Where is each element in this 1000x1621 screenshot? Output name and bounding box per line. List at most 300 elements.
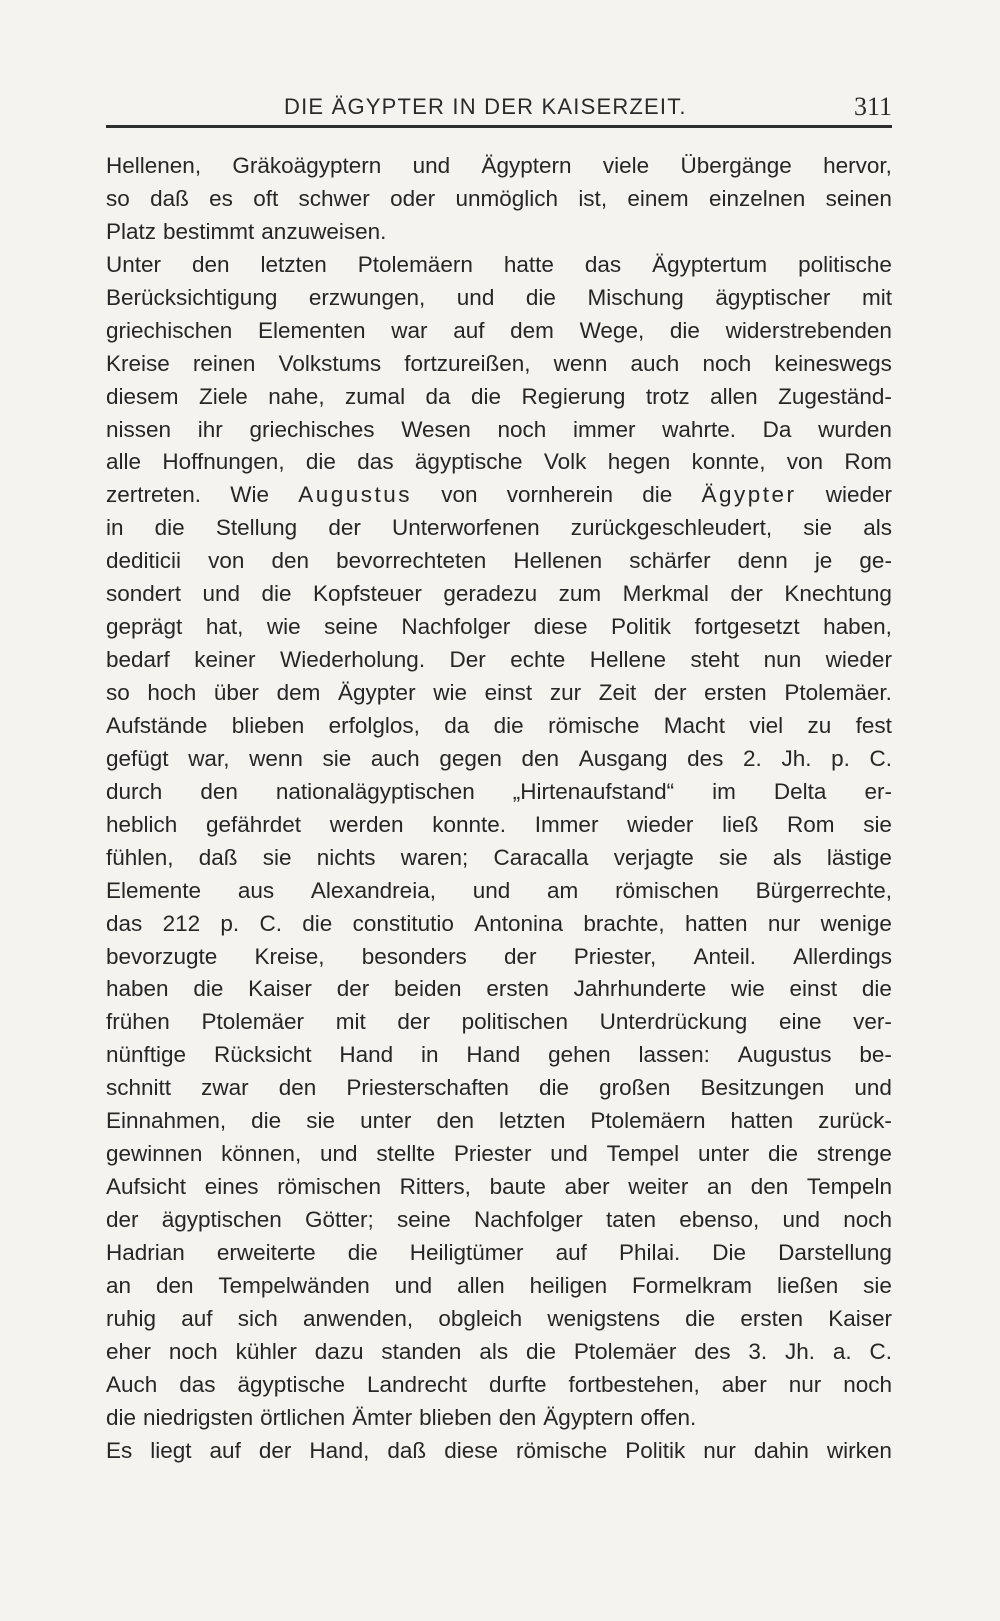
word: Augustus (737, 1042, 832, 1068)
text-line (106, 1237, 892, 1270)
word: Hoffnungen, (162, 449, 285, 475)
text-line (106, 875, 892, 908)
text-line (106, 414, 892, 447)
text-line (106, 1105, 892, 1138)
running-head: DIE ÄGYPTER IN DER KAISERZEIT. (284, 94, 687, 119)
word: C. (869, 1338, 892, 1364)
word: keineswegs (774, 350, 892, 376)
word: widerstrebenden (725, 317, 892, 343)
word: im (712, 778, 736, 804)
word: gegen (439, 745, 502, 771)
word: Rom (787, 811, 835, 837)
word: Ptolemäer (573, 1338, 677, 1364)
word: zu (807, 712, 832, 738)
word: Darstellung (778, 1239, 892, 1265)
word: Da (762, 416, 792, 442)
word: Nachfolger (473, 1207, 583, 1232)
word: Kreise (106, 350, 170, 376)
word: konnte. (432, 811, 507, 837)
word: zurückgeschleudert, (570, 515, 773, 541)
word: einst (789, 976, 838, 1002)
word: der (730, 581, 763, 607)
word: 2. (743, 745, 762, 771)
word: zwar (201, 1075, 249, 1101)
word: Es (106, 1437, 133, 1463)
word: Hand, (309, 1437, 370, 1463)
word: Ägyptern (481, 153, 572, 178)
word: nünftige (106, 1042, 187, 1068)
text-line (106, 249, 892, 282)
word: dediticii (106, 548, 182, 574)
text-line (106, 479, 892, 512)
word: ägyptische (414, 449, 523, 475)
text-line (106, 1435, 892, 1468)
word: Wie (230, 482, 269, 508)
word: der (397, 1009, 430, 1035)
word: Priester, (573, 943, 657, 969)
word: sich (237, 1305, 278, 1331)
word: an (707, 1174, 733, 1200)
word: noch (843, 1371, 892, 1397)
word: die (685, 1305, 716, 1331)
text-line (106, 1171, 892, 1204)
word: denn (737, 548, 788, 574)
word: Allerdings (793, 943, 892, 969)
word: einst (484, 680, 533, 705)
word: erfolglos, (328, 712, 420, 738)
word: Hadrian (106, 1239, 185, 1265)
word: von (441, 482, 478, 508)
word: oft (253, 185, 279, 211)
word: großen (599, 1075, 671, 1101)
word: bevorzugte (106, 943, 218, 969)
word: als (479, 1338, 509, 1364)
word: Zugeständ- (778, 383, 892, 409)
word: stellte (376, 1141, 436, 1167)
word: diese (444, 1437, 498, 1463)
word: Anteil. (693, 943, 756, 969)
word: Die (712, 1239, 747, 1265)
word: die (154, 515, 185, 541)
word: auf (555, 1239, 587, 1265)
word: über (213, 680, 259, 705)
word: beiden (393, 976, 462, 1002)
word: nur (767, 910, 801, 936)
word: fortzureißen, (404, 350, 531, 376)
word: den (155, 1272, 194, 1298)
word: und (412, 153, 451, 178)
word: die (525, 1338, 556, 1364)
word: ersten (704, 680, 767, 705)
word: es (209, 185, 233, 211)
word: sie (322, 745, 352, 771)
text-line (106, 315, 892, 348)
page-number: 311 (853, 92, 892, 121)
word: Jh. (781, 745, 812, 771)
word: politischen (461, 1009, 568, 1035)
word: zum (558, 581, 602, 607)
text-line (106, 1204, 892, 1237)
word: Landrecht (366, 1371, 468, 1397)
word: als (863, 515, 892, 541)
word: Aufsicht (106, 1174, 187, 1200)
word: Alexandreia, (310, 877, 436, 903)
word: einzelnen (708, 185, 806, 211)
word: die (251, 1108, 282, 1134)
word: nissen (106, 416, 172, 442)
word: griechisches (249, 416, 375, 442)
word: Hellene (589, 647, 667, 673)
word: nur (703, 1437, 736, 1463)
word: Kaiser (248, 976, 312, 1002)
word: viel (749, 712, 784, 738)
word: so (106, 185, 130, 211)
word: Priester (453, 1141, 532, 1167)
word: verjagte (613, 844, 694, 870)
word: vornherein (506, 482, 614, 508)
word: seine (324, 614, 378, 640)
word: das (106, 910, 143, 936)
word: Aufstände (106, 712, 208, 738)
word: daß (150, 185, 189, 211)
word: die (305, 449, 336, 475)
word: wie (731, 976, 765, 1002)
word: fortbestehen, (568, 1371, 700, 1397)
word: Kreise, (254, 943, 325, 969)
word: Regierung (521, 383, 626, 409)
body-text (106, 150, 892, 1468)
word: trotz (645, 383, 690, 409)
word: Ziele (199, 383, 248, 409)
word: 212 (162, 910, 201, 936)
word: das (179, 1371, 216, 1397)
word: sie (863, 811, 892, 837)
word: hatte (503, 251, 554, 277)
word: „Hirtenaufstand“ (512, 778, 675, 804)
word: fest (855, 712, 892, 738)
word: erzwungen, (308, 284, 426, 310)
word: constitutio (352, 910, 454, 936)
word: letzten (260, 251, 327, 277)
word: Wiederholung. (279, 647, 426, 673)
word: erweiterte (216, 1239, 316, 1265)
word: allen (457, 1272, 505, 1298)
text-line (106, 1402, 892, 1435)
word: Kopfsteuer (313, 581, 422, 607)
word: noch (168, 1338, 218, 1364)
word: offen. (640, 1404, 697, 1430)
word: den (750, 1174, 789, 1200)
word: Zeit (598, 680, 637, 705)
word: hatten (730, 1108, 794, 1134)
word: ägyptischen (161, 1207, 282, 1232)
word: ebenso, (679, 1207, 760, 1232)
word: der (504, 943, 537, 969)
word: wie (266, 614, 301, 640)
word: reinen (192, 350, 256, 376)
word: Gräkoägyptern (232, 153, 382, 178)
word: die (861, 976, 892, 1002)
word: Volkstums (278, 350, 382, 376)
word: den (271, 548, 310, 574)
word: sie (718, 844, 748, 870)
word: die (669, 317, 700, 343)
word: die (471, 383, 502, 409)
word: Jh. (785, 1338, 816, 1364)
word: Einnahmen, (106, 1108, 227, 1134)
word: Augustus (298, 482, 413, 508)
word: so (106, 680, 130, 705)
word: mit (335, 1009, 366, 1035)
word: wirken (826, 1437, 892, 1463)
text-line (106, 578, 892, 611)
word: ist, (578, 185, 608, 211)
word: und (320, 1141, 358, 1167)
word: griechischen (106, 317, 233, 343)
text-line (106, 1138, 892, 1171)
word: Priesterschaften (346, 1075, 509, 1101)
text-line (106, 348, 892, 381)
word: da (425, 383, 451, 409)
word: C. (259, 910, 282, 936)
word: Rom (844, 449, 892, 475)
word: konnte, (691, 449, 766, 475)
text-line (106, 973, 892, 1006)
word: sondert (106, 581, 182, 607)
text-line (106, 1072, 892, 1105)
word: ersten (740, 1305, 803, 1331)
word: gehen (548, 1042, 611, 1068)
text-line (106, 710, 892, 743)
word: Unter (106, 251, 162, 277)
word: durfte (488, 1371, 547, 1397)
word: Politik (611, 614, 672, 640)
word: baute (489, 1174, 546, 1200)
word: dem (276, 680, 321, 705)
word: Elemente (106, 877, 202, 903)
word: auch (370, 745, 420, 771)
word: strenge (816, 1141, 892, 1167)
text-line (106, 743, 892, 776)
word: die (525, 284, 556, 310)
word: daß (387, 1437, 427, 1463)
word: haben (106, 976, 169, 1002)
word: letzten (499, 1108, 566, 1134)
text-line (106, 512, 892, 545)
word: örtlichen (260, 1404, 346, 1430)
word: dem (510, 317, 554, 343)
word: hat, (205, 614, 244, 640)
text-line (106, 545, 892, 578)
word: war, (188, 745, 230, 771)
word: die (106, 1404, 137, 1430)
word: keiner (194, 647, 256, 673)
word: gefährdet (205, 811, 302, 837)
word: hatten (684, 910, 748, 936)
word: ihr (197, 416, 223, 442)
word: heblich (106, 811, 178, 837)
word: geprägt (106, 614, 183, 640)
word: und (394, 1272, 433, 1298)
word: besonders (361, 943, 467, 969)
text-line (106, 446, 892, 479)
word: blieben (231, 712, 305, 738)
word: den (200, 778, 238, 804)
word: taten (605, 1207, 656, 1232)
word: blieben (419, 1404, 492, 1430)
word: wurden (818, 416, 892, 442)
word: lästige (826, 844, 892, 870)
word: zumal (345, 383, 406, 409)
text-line (106, 1006, 892, 1039)
word: den (192, 251, 230, 277)
word: römischen (277, 1174, 381, 1200)
word: den (498, 1404, 537, 1430)
word: er- (864, 778, 892, 804)
word: Unterworfenen (392, 515, 540, 541)
word: des (687, 745, 724, 771)
word: fortgesetzt (694, 614, 800, 640)
word: ließ (722, 811, 759, 837)
word: einem (627, 185, 689, 211)
word: diese (533, 614, 588, 640)
word: der (328, 515, 361, 541)
word: Götter; (305, 1207, 374, 1232)
word: wieder (825, 482, 892, 508)
word: zertreten. (106, 482, 202, 508)
word: und (854, 1075, 892, 1101)
word: sie (262, 844, 292, 870)
word: mit (861, 284, 892, 310)
word: Rücksicht (213, 1042, 312, 1068)
word: bestimmt (163, 218, 255, 244)
word: Ägypter (701, 482, 797, 508)
word: war (391, 317, 428, 343)
word: sie (306, 1108, 336, 1134)
word: schnitt (106, 1075, 172, 1101)
word: Ausgang (578, 745, 668, 771)
word: und (550, 1141, 588, 1167)
word: lassen: (638, 1042, 710, 1068)
text-line (106, 842, 892, 875)
word: hervor, (823, 153, 892, 178)
word: Jahrhunderte (573, 976, 707, 1002)
word: alle (106, 449, 142, 475)
text-line (106, 381, 892, 414)
word: dahin (753, 1437, 809, 1463)
word: a. (832, 1338, 852, 1364)
word: schwer (298, 185, 370, 211)
word: Tempeln (806, 1174, 892, 1200)
word: obgleich (438, 1305, 523, 1331)
word: 3. (748, 1338, 768, 1364)
word: oder (390, 185, 436, 211)
header-rule (106, 125, 892, 128)
word: ersten (486, 976, 549, 1002)
word: fühlen, (106, 844, 174, 870)
word: die (538, 1075, 570, 1101)
word: an (106, 1272, 132, 1298)
word: Immer (534, 811, 599, 837)
word: Delta (773, 778, 827, 804)
word: eher (106, 1338, 152, 1364)
word: bevorrechteten (336, 548, 487, 574)
text-line (106, 183, 892, 216)
word: waren; (400, 844, 469, 870)
word: Volk (543, 449, 587, 475)
word: allen (710, 383, 758, 409)
word: sie (803, 515, 833, 541)
text-line (106, 150, 892, 183)
word: der (653, 680, 687, 705)
text-line (106, 1336, 892, 1369)
word: Knechtung (784, 581, 892, 607)
word: weiter (628, 1174, 689, 1200)
word: Ptolemäern (357, 251, 473, 277)
word: Der (449, 647, 486, 673)
word: da (444, 712, 470, 738)
text-line (106, 216, 892, 249)
word: unter (360, 1108, 412, 1134)
word: Hellenen, (106, 153, 202, 178)
word: von (786, 449, 824, 475)
word: römische (515, 1437, 608, 1463)
word: Wege, (579, 317, 645, 343)
page-header (106, 86, 892, 126)
word: hegen (607, 449, 671, 475)
word: ägyptischer (715, 284, 831, 310)
word: unter (697, 1141, 750, 1167)
word: Hellenen (513, 548, 603, 574)
word: Mischung (587, 284, 684, 310)
word: Heiligtümer (409, 1239, 524, 1265)
word: den (278, 1075, 317, 1101)
word: noch (497, 416, 547, 442)
word: noch (843, 1207, 892, 1232)
text-line (106, 1369, 892, 1402)
word: haben, (823, 614, 892, 640)
word: Hand (339, 1042, 394, 1068)
word: wie (433, 680, 467, 705)
word: kühler (235, 1338, 297, 1364)
text-line (106, 282, 892, 315)
word: p. (220, 910, 240, 936)
word: standen (381, 1338, 462, 1364)
word: das (357, 449, 394, 475)
word: Platz (106, 218, 157, 244)
word: die (493, 712, 524, 738)
word: römische (548, 712, 640, 738)
word: Besitzungen (700, 1075, 825, 1101)
word: der (336, 976, 370, 1002)
word: nichts (316, 844, 376, 870)
word: bedarf (106, 647, 170, 673)
word: aus (237, 877, 275, 903)
word: Auch (106, 1371, 158, 1397)
text-line (106, 677, 892, 710)
word: das (584, 251, 622, 277)
word: wenige (820, 910, 892, 936)
word: auch (630, 350, 680, 376)
word: die (642, 482, 673, 508)
word: hoch (147, 680, 197, 705)
word: in (106, 515, 124, 541)
word: eine (778, 1009, 822, 1035)
word: die (302, 910, 333, 936)
word: den (436, 1108, 474, 1134)
text-line (106, 611, 892, 644)
word: gewinnen (106, 1141, 203, 1167)
